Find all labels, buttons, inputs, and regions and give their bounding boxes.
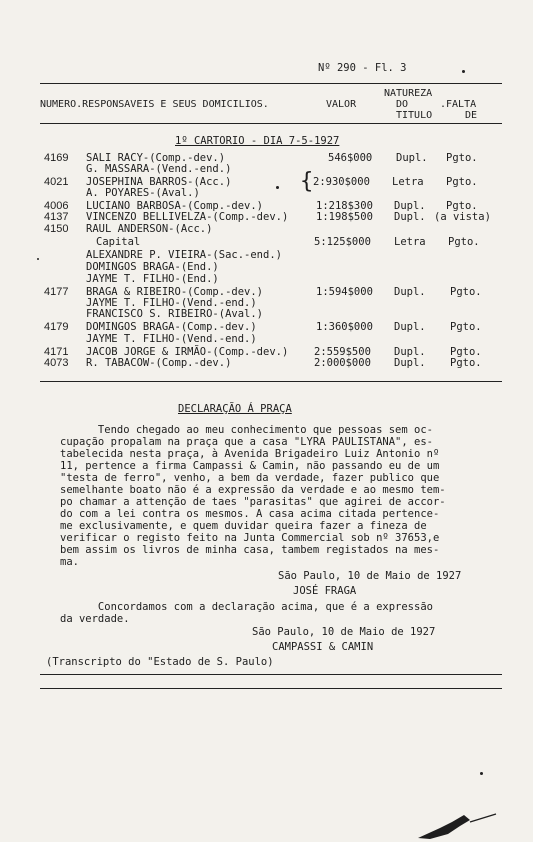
declaration-line: po chamar a attenção de taes "parasitas" que agirei de accor- <box>60 496 446 508</box>
declaration-line: Tendo chegado ao meu conhecimento que pessoas sem oc- <box>60 424 433 436</box>
declaration-line: semelhante boato não é a expressão da verdade e ao mesmo tem- <box>60 484 446 496</box>
declaration-line: bem assim os livros de minha casa, tambem registados na mes- <box>60 544 440 556</box>
row-falta: Pgto. <box>450 346 482 358</box>
row-party: RAUL ANDERSON-(Acc.) <box>86 223 213 235</box>
declaration-line: cupação propalam na praça que a casa "LYRA PAULISTANA", es- <box>60 436 433 448</box>
column-header-de: DE <box>465 110 478 121</box>
row-party: ALEXANDRE P. VIEIRA-(Sac.-end.) <box>86 249 282 261</box>
row-titulo: Dupl. <box>394 286 426 298</box>
row-party: FRANCISCO S. RIBEIRO-(Aval.) <box>86 308 264 320</box>
column-header-natureza: NATUREZA <box>384 88 433 99</box>
concord-line: Concordamos com a declaração acima, que é a expressão <box>60 601 433 613</box>
row-party: DOMINGOS BRAGA-(Comp.-dev.) <box>86 321 257 333</box>
row-titulo: Dupl. <box>394 200 426 212</box>
row-falta: Pgto. <box>446 176 478 188</box>
closing-rule-1 <box>40 674 502 675</box>
closing-rule-2 <box>40 688 502 689</box>
declaration-line: tabelecida nesta praça, à Avenida Brigadeiro Luiz Antonio nº <box>60 448 440 460</box>
row-titulo: Dupl. <box>394 211 426 223</box>
column-header-titulo: TITULO <box>396 110 433 121</box>
scan-speck <box>462 70 465 73</box>
concord-signer: CAMPASSI & CAMIN <box>272 641 374 653</box>
row-valor: 1:594$000 <box>316 286 373 298</box>
row-number: 4150 <box>44 223 69 235</box>
declaration-date: São Paulo, 10 de Maio de 1927 <box>278 570 462 582</box>
row-number: 4006 <box>44 200 69 212</box>
row-number: 4137 <box>44 211 69 223</box>
declaration-line: do com a lei contra os mesmos. A casa acima citada pertence- <box>60 508 440 520</box>
header-top-rule <box>40 83 502 84</box>
row-falta: (a vista) <box>434 211 491 223</box>
row-party: LUCIANO BARBOSA-(Comp.-dev.) <box>86 200 264 212</box>
row-valor: 5:125$000 <box>314 236 371 248</box>
row-falta: Pgto. <box>446 200 478 212</box>
column-header-valor: VALOR <box>326 99 357 110</box>
row-valor: 546$000 <box>328 152 373 164</box>
row-number: 4177 <box>44 286 69 298</box>
source-note: (Transcripto do "Estado de S. Paulo) <box>46 656 274 668</box>
row-valor: 2:000$000 <box>314 357 371 369</box>
page-reference: Nº 290 - Fl. 3 <box>318 62 407 74</box>
row-valor: 2:930$000 <box>313 176 370 188</box>
row-party: SALI RACY-(Comp.-dev.) <box>86 152 226 164</box>
row-titulo: Dupl. <box>394 321 426 333</box>
column-header-responsaveis: NUMERO.RESPONSAVEIS E SEUS DOMICILIOS. <box>40 99 269 110</box>
row-falta: Pgto. <box>450 321 482 333</box>
brace-mark: { <box>300 169 314 194</box>
row-valor: 1:198$500 <box>316 211 373 223</box>
row-party: Capital <box>96 236 141 248</box>
row-party: BRAGA & RIBEIRO-(Comp.-dev.) <box>86 286 264 298</box>
row-number: 4073 <box>44 357 69 369</box>
declaration-line: verificar o registo feito na Junta Commercial sob nº 37653,e <box>60 532 440 544</box>
column-header-do: DO <box>396 99 409 110</box>
declaration-title: DECLARAÇÃO Á PRAÇA <box>178 403 292 415</box>
declaration-line: me exclusivamente, e quem duvidar queira fazer a fineza de <box>60 520 427 532</box>
row-number: 4021 <box>44 176 69 188</box>
row-party: DOMINGOS BRAGA-(End.) <box>86 261 219 273</box>
scan-speck <box>480 772 483 775</box>
torn-corner-mark <box>418 812 498 840</box>
scan-speck <box>276 186 279 189</box>
row-falta: Pgto. <box>446 152 478 164</box>
row-party: JOSEPHINA BARROS-(Acc.) <box>86 176 232 188</box>
row-party: JAYME T. FILHO-(Vend.-end.) <box>86 297 257 309</box>
row-party: JACOB JORGE & IRMÃO-(Comp.-dev.) <box>86 346 289 358</box>
row-party: VINCENZO BELLIVELZA-(Comp.-dev.) <box>86 211 289 223</box>
row-number: 4169 <box>44 152 69 164</box>
row-party: R. TABACOW-(Comp.-dev.) <box>86 357 232 369</box>
row-number: 4179 <box>44 321 69 333</box>
row-party: A. POYARES-(Aval.) <box>86 187 200 199</box>
row-titulo: Dupl. <box>394 357 426 369</box>
row-party: JAYME T. FILHO-(End.) <box>86 273 219 285</box>
row-valor: 2:559$500 <box>314 346 371 358</box>
table-bottom-rule <box>40 381 502 382</box>
row-titulo: Letra <box>392 176 424 188</box>
declaration-line: 11, pertence a firma Campassi & Camin, não passando eu de um <box>60 460 440 472</box>
declaration-line: ma. <box>60 556 79 568</box>
row-valor: 1:360$000 <box>316 321 373 333</box>
row-titulo: Dupl. <box>396 152 428 164</box>
scan-speck <box>37 258 39 260</box>
row-party: JAYME T. FILHO-(Vend.-end.) <box>86 333 257 345</box>
row-titulo: Dupl. <box>394 346 426 358</box>
header-bottom-rule <box>40 123 502 124</box>
row-falta: Pgto. <box>450 286 482 298</box>
concord-line: da verdade. <box>60 613 130 625</box>
row-falta: Pgto. <box>448 236 480 248</box>
row-valor: 1:218$300 <box>316 200 373 212</box>
section-title: 1º CARTORIO - DIA 7-5-1927 <box>175 135 340 147</box>
declaration-line: "testa de ferro", venho, a bem da verdade, fazer publico que <box>60 472 440 484</box>
concord-date: São Paulo, 10 de Maio de 1927 <box>252 626 436 638</box>
row-falta: Pgto. <box>450 357 482 369</box>
declaration-signer: JOSÉ FRAGA <box>293 585 357 597</box>
row-titulo: Letra <box>394 236 426 248</box>
row-number: 4171 <box>44 346 69 358</box>
row-party: G. MASSARA-(Vend.-end.) <box>86 163 232 175</box>
column-header-falta: .FALTA <box>440 99 477 110</box>
